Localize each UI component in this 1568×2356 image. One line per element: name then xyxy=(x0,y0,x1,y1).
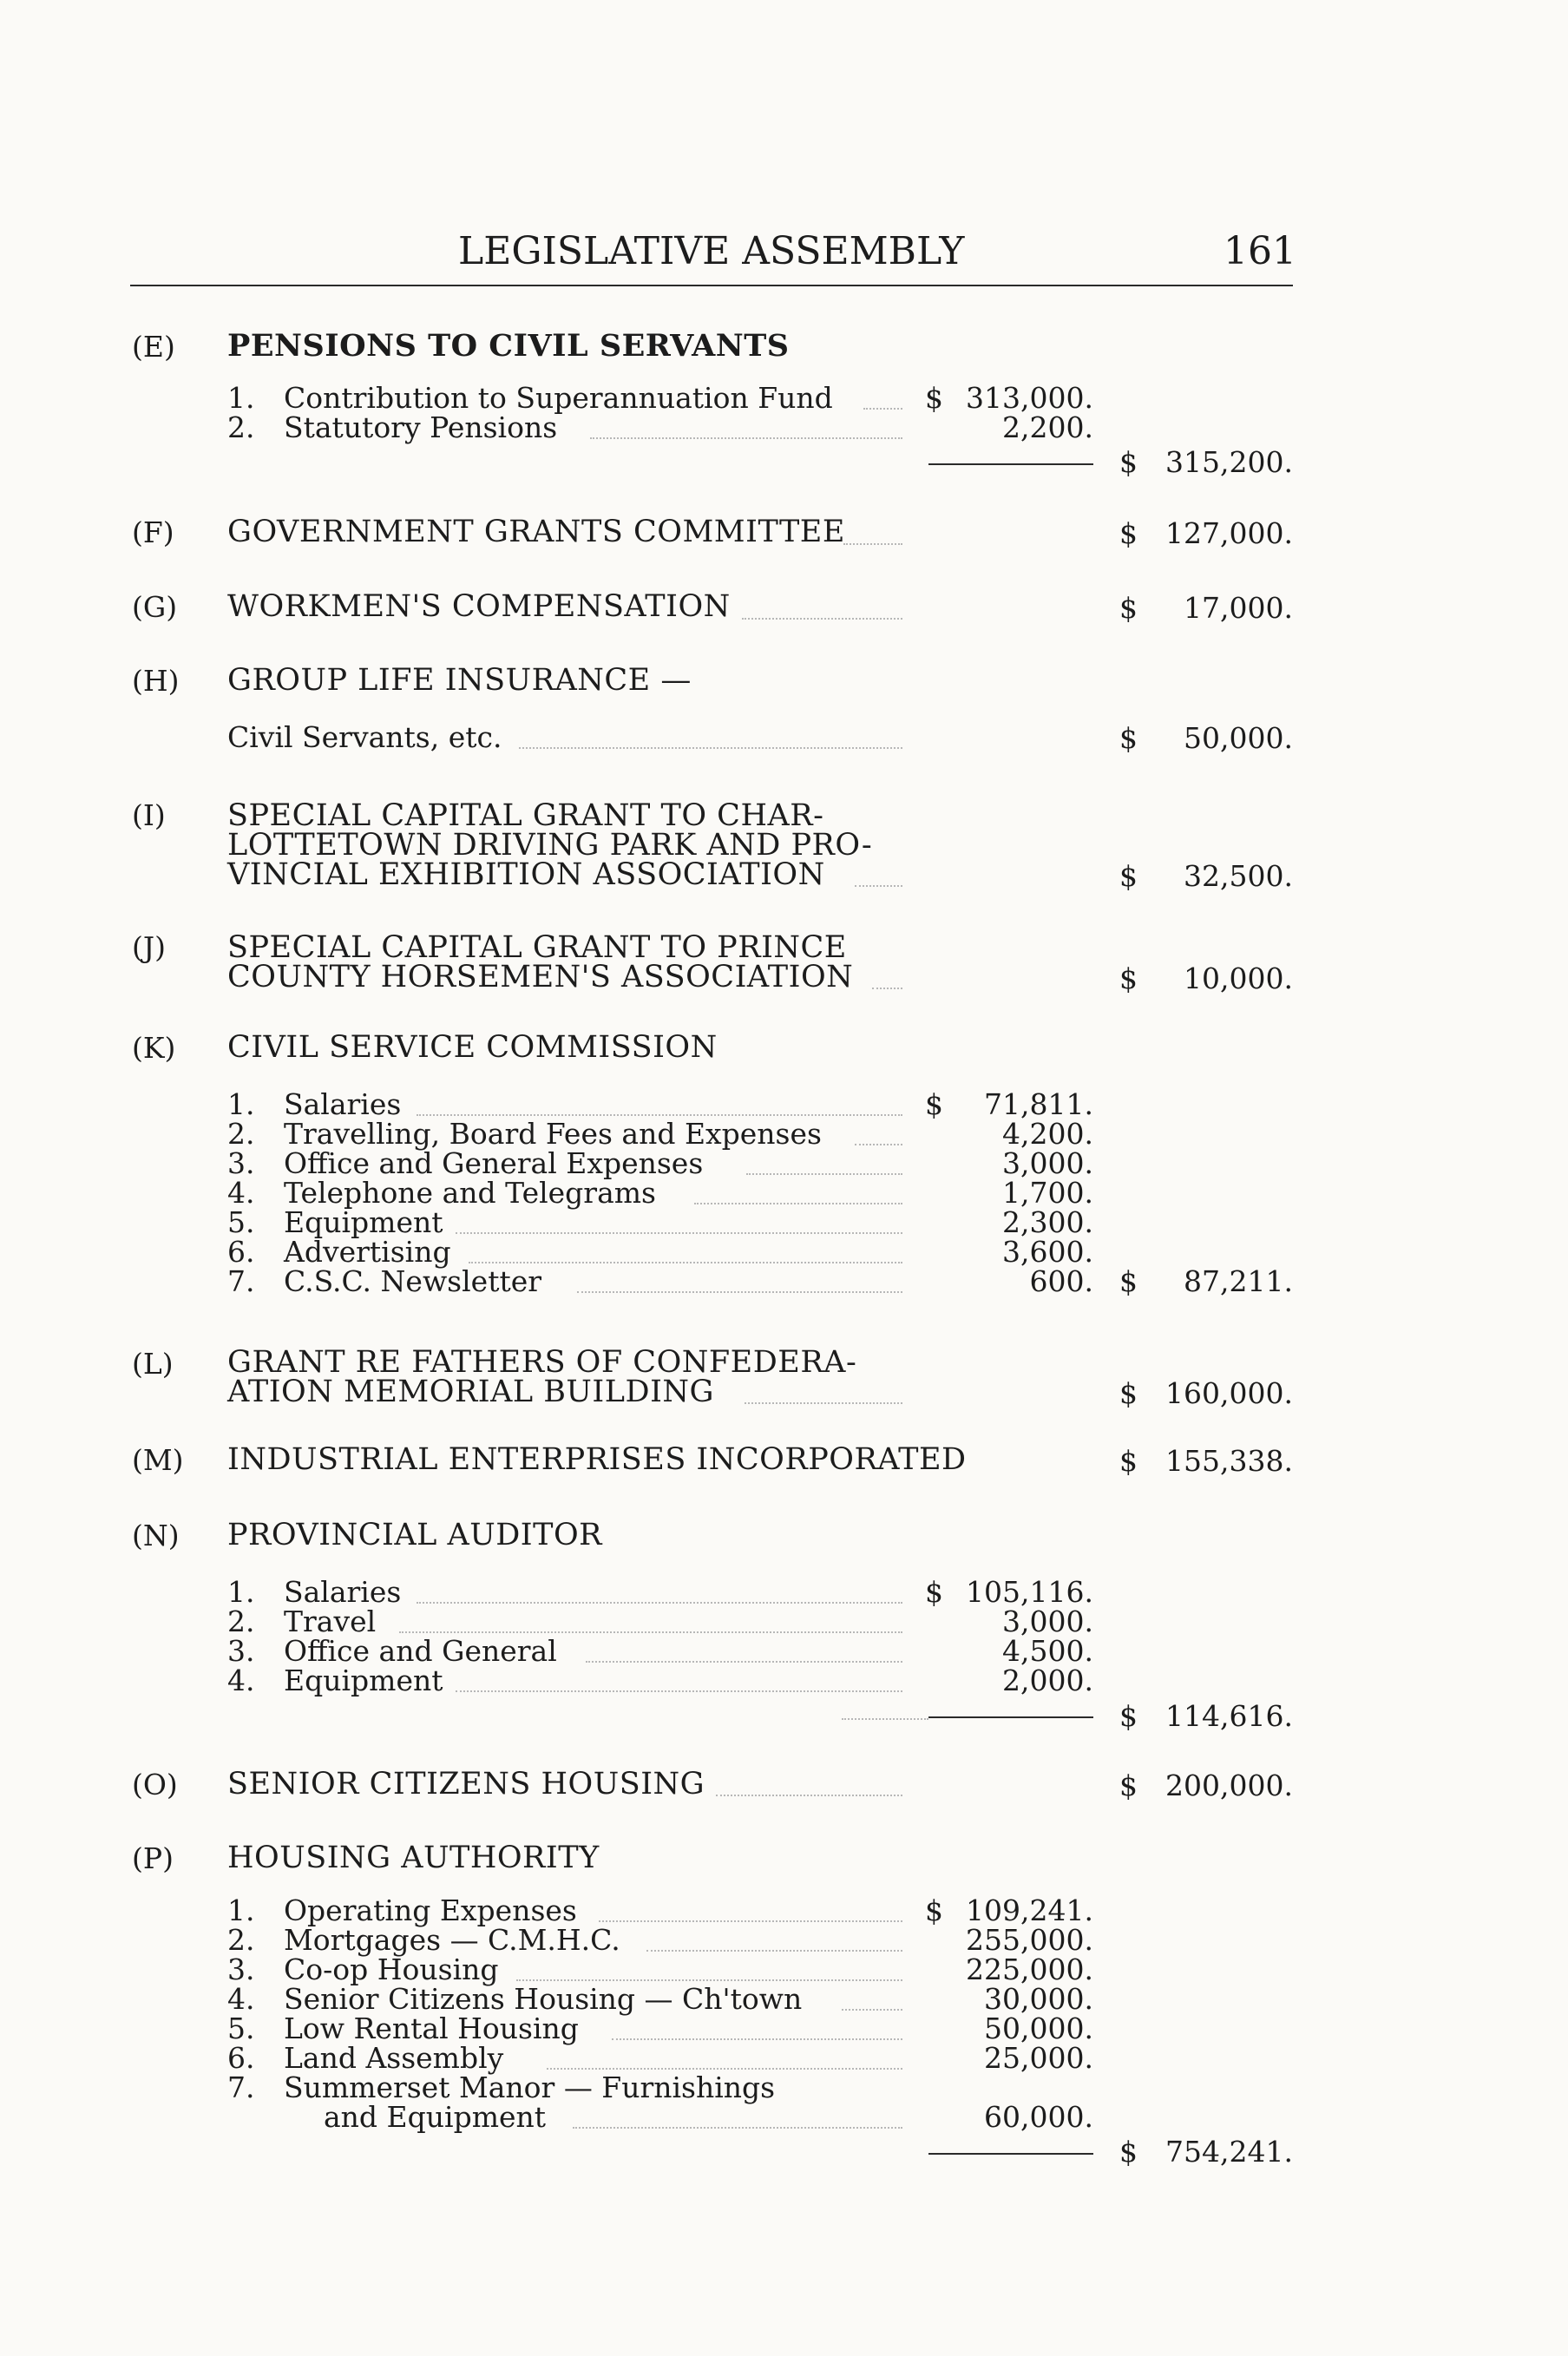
item-number: 3. xyxy=(227,1634,255,1668)
item-label: Low Rental Housing xyxy=(284,2011,579,2045)
section-letter: (I) xyxy=(132,798,166,832)
section-title-line: LOTTETOWN DRIVING PARK AND PRO- xyxy=(227,828,873,863)
leader-dots xyxy=(872,988,902,989)
subtotal-rule xyxy=(928,1716,1093,1718)
section-letter: (L) xyxy=(132,1347,174,1381)
item-label: Mortgages — C.M.H.C. xyxy=(284,1923,620,1957)
item-number: 3. xyxy=(227,1952,255,1986)
leader-dots xyxy=(519,747,902,749)
section-letter: (M) xyxy=(132,1443,184,1477)
page-header-title: LEGISLATIVE ASSEMBLY xyxy=(458,229,965,273)
section-letter: (G) xyxy=(132,590,178,624)
section-total: 155,338. xyxy=(1165,1444,1293,1478)
leader-dots xyxy=(399,1631,902,1633)
section-total: 114,616. xyxy=(1165,1699,1293,1733)
item-number: 3. xyxy=(227,1146,255,1180)
item-label: Contribution to Superannuation Fund xyxy=(284,381,833,415)
leader-dots xyxy=(456,1232,902,1234)
subtotal-rule xyxy=(928,463,1093,465)
item-number: 2. xyxy=(227,1117,255,1151)
item-number: 6. xyxy=(227,2041,255,2075)
leader-dots xyxy=(843,543,902,545)
section-total: 32,500. xyxy=(1184,859,1293,893)
item-number: 4. xyxy=(227,1664,255,1697)
leader-dots xyxy=(863,408,902,410)
section-title: INDUSTRIAL ENTERPRISES INCORPORATED xyxy=(227,1442,967,1477)
section-letter: (F) xyxy=(132,515,174,549)
leader-dots xyxy=(855,1144,902,1145)
dollar-sign: $ xyxy=(1119,721,1138,755)
item-label: Statutory Pensions xyxy=(284,410,558,444)
section-letter: (J) xyxy=(132,930,166,964)
section-letter: (E) xyxy=(132,330,175,364)
dollar-sign: $ xyxy=(1119,1264,1138,1298)
section-total: 17,000. xyxy=(1184,591,1293,625)
item-amount: 3,000. xyxy=(1002,1605,1093,1638)
dollar-sign: $ xyxy=(925,1087,943,1121)
section-total: 315,200. xyxy=(1165,445,1293,479)
item-label: Operating Expenses xyxy=(284,1893,577,1927)
item-amount: 600. xyxy=(1029,1264,1093,1298)
section-title: HOUSING AUTHORITY xyxy=(227,1841,600,1875)
leader-dots xyxy=(547,2068,902,2070)
leader-dots xyxy=(842,1718,928,1720)
item-label: Equipment xyxy=(284,1664,443,1697)
leader-dots xyxy=(417,1114,902,1116)
section-title: CIVIL SERVICE COMMISSION xyxy=(227,1030,718,1065)
leader-dots xyxy=(646,1950,902,1952)
section-title-line: COUNTY HORSEMEN'S ASSOCIATION xyxy=(227,960,854,994)
item-amount: 255,000. xyxy=(966,1923,1093,1957)
item-label: Land Assembly xyxy=(284,2041,504,2075)
leader-dots xyxy=(599,1920,902,1922)
dollar-sign: $ xyxy=(1119,1376,1138,1410)
leader-dots xyxy=(694,1203,902,1204)
section-title: SENIOR CITIZENS HOUSING xyxy=(227,1767,705,1801)
dollar-sign: $ xyxy=(1119,1444,1138,1478)
header-rule xyxy=(130,285,1293,286)
item-label: Travel xyxy=(284,1605,377,1638)
dollar-sign: $ xyxy=(1119,445,1138,479)
section-title-line: VINCIAL EXHIBITION ASSOCIATION xyxy=(227,857,825,892)
leader-dots xyxy=(612,2038,902,2040)
section-letter: (O) xyxy=(132,1768,178,1801)
dollar-sign: $ xyxy=(1119,516,1138,550)
item-label: Advertising xyxy=(284,1235,451,1269)
leader-dots xyxy=(456,1690,902,1692)
item-amount: 313,000. xyxy=(966,381,1093,415)
item-number: 5. xyxy=(227,1205,255,1239)
item-amount: 50,000. xyxy=(984,2011,1093,2045)
section-title-line: ATION MEMORIAL BUILDING xyxy=(227,1375,714,1409)
item-amount: 4,500. xyxy=(1002,1634,1093,1668)
section-title-line: SPECIAL CAPITAL GRANT TO CHAR- xyxy=(227,798,824,833)
section-total: 87,211. xyxy=(1184,1264,1293,1298)
item-label: Office and General Expenses xyxy=(284,1146,704,1180)
dollar-sign: $ xyxy=(925,1575,943,1609)
subtotal-rule xyxy=(928,2153,1093,2155)
dollar-sign: $ xyxy=(925,1893,943,1927)
leader-dots xyxy=(586,1661,902,1663)
item-amount: 60,000. xyxy=(984,2100,1093,2134)
section-total: 127,000. xyxy=(1165,516,1293,550)
item-amount: 2,300. xyxy=(1002,1205,1093,1239)
leader-dots xyxy=(590,437,902,439)
item-amount: 3,000. xyxy=(1002,1146,1093,1180)
item-label: Travelling, Board Fees and Expenses xyxy=(284,1117,822,1151)
leader-dots xyxy=(469,1262,902,1263)
leader-dots xyxy=(577,1291,902,1293)
leader-dots xyxy=(855,885,902,887)
leader-dots xyxy=(573,2127,902,2129)
section-total: 160,000. xyxy=(1165,1376,1293,1410)
item-label: Office and General xyxy=(284,1634,557,1668)
item-label: C.S.C. Newsletter xyxy=(284,1264,542,1298)
item-amount: 3,600. xyxy=(1002,1235,1093,1269)
leader-dots xyxy=(842,2009,902,2011)
item-number: 1. xyxy=(227,381,255,415)
item-number: 5. xyxy=(227,2011,255,2045)
item-amount: 1,700. xyxy=(1002,1176,1093,1210)
item-label: Equipment xyxy=(284,1205,443,1239)
dollar-sign: $ xyxy=(1119,1769,1138,1802)
item-number: 2. xyxy=(227,1605,255,1638)
item-label: Salaries xyxy=(284,1575,402,1609)
dollar-sign: $ xyxy=(1119,1699,1138,1733)
item-label: Salaries xyxy=(284,1087,402,1121)
section-letter: (P) xyxy=(132,1841,174,1875)
item-number: 7. xyxy=(227,2071,255,2104)
item-number: 6. xyxy=(227,1235,255,1269)
item-number: 1. xyxy=(227,1893,255,1927)
leader-dots xyxy=(746,1173,902,1175)
item-amount: 30,000. xyxy=(984,1982,1093,2016)
section-letter: (N) xyxy=(132,1519,180,1552)
section-letter: (K) xyxy=(132,1031,176,1065)
item-number: 2. xyxy=(227,410,255,444)
section-title: PROVINCIAL AUDITOR xyxy=(227,1518,603,1552)
section-total: 754,241. xyxy=(1165,2135,1293,2169)
section-title: WORKMEN'S COMPENSATION xyxy=(227,589,731,624)
item-label: Senior Citizens Housing — Ch'town xyxy=(284,1982,803,2016)
item-amount: 225,000. xyxy=(966,1952,1093,1986)
item-amount: 4,200. xyxy=(1002,1117,1093,1151)
section-title: GROUP LIFE INSURANCE — xyxy=(227,663,692,698)
item-label: Telephone and Telegrams xyxy=(284,1176,656,1210)
item-number: 7. xyxy=(227,1264,255,1298)
item-label: Co-op Housing xyxy=(284,1952,499,1986)
item-amount: 2,000. xyxy=(1002,1664,1093,1697)
section-title: PENSIONS TO CIVIL SERVANTS xyxy=(227,328,790,364)
dollar-sign: $ xyxy=(1119,859,1138,893)
item-amount: 109,241. xyxy=(966,1893,1093,1927)
dollar-sign: $ xyxy=(1119,591,1138,625)
item-amount: 71,811. xyxy=(984,1087,1093,1121)
section-total: 50,000. xyxy=(1184,721,1293,755)
leader-dots xyxy=(417,1602,902,1604)
dollar-sign: $ xyxy=(1119,961,1138,995)
item-amount: 105,116. xyxy=(966,1575,1093,1609)
item-number: 4. xyxy=(227,1176,255,1210)
dollar-sign: $ xyxy=(925,381,943,415)
item-number: 1. xyxy=(227,1575,255,1609)
item-amount: 2,200. xyxy=(1002,410,1093,444)
section-letter: (H) xyxy=(132,664,180,698)
item-number: 1. xyxy=(227,1087,255,1121)
section-total: 200,000. xyxy=(1165,1769,1293,1802)
dollar-sign: $ xyxy=(1119,2135,1138,2169)
item-amount: 25,000. xyxy=(984,2041,1093,2075)
item-label: Summerset Manor — Furnishings xyxy=(284,2071,776,2104)
item-number: 2. xyxy=(227,1923,255,1957)
leader-dots xyxy=(742,618,902,620)
section-title: GOVERNMENT GRANTS COMMITTEE xyxy=(227,515,845,549)
leader-dots xyxy=(516,1979,902,1981)
section-total: 10,000. xyxy=(1184,961,1293,995)
section-title-line: SPECIAL CAPITAL GRANT TO PRINCE xyxy=(227,930,847,965)
leader-dots xyxy=(745,1402,902,1404)
item-label-continued: and Equipment xyxy=(324,2100,547,2134)
section-title-line: GRANT RE FATHERS OF CONFEDERA- xyxy=(227,1345,857,1380)
item-number: 4. xyxy=(227,1982,255,2016)
section-subtitle: Civil Servants, etc. xyxy=(227,720,502,754)
page-number: 161 xyxy=(1224,229,1296,273)
leader-dots xyxy=(716,1795,902,1796)
